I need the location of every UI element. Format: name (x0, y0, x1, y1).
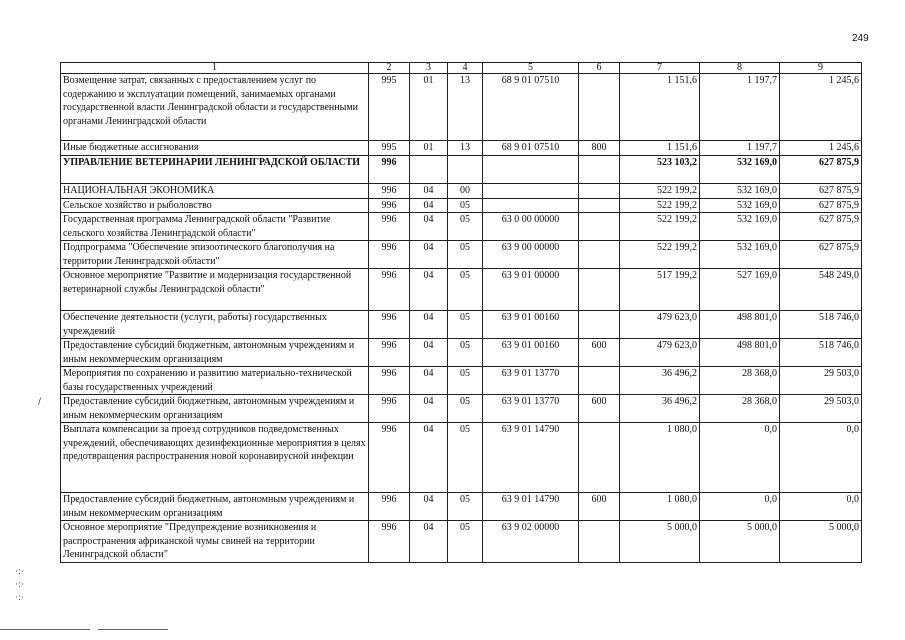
row-name: Иные бюджетные ассигнования (61, 141, 369, 156)
table-row (61, 521, 862, 563)
budget-table (60, 62, 862, 563)
column-header: 4 (448, 63, 483, 74)
column-header: 2 (369, 63, 410, 74)
row-name: Подпрограмма "Обеспечение эпизоотического благополучия на территории Ленинградской области" (61, 241, 369, 269)
amount-col7: 1 080,0 (620, 423, 700, 493)
amount-col9: 1 245,6 (780, 141, 862, 156)
expense-type-code: 600 (579, 493, 620, 521)
table-row (61, 395, 862, 423)
amount-col8: 0,0 (700, 423, 780, 493)
subsection-code: 05 (448, 395, 483, 423)
column-header: 3 (410, 63, 448, 74)
table-row (61, 74, 862, 141)
target-article-code: 63 9 01 00000 (483, 269, 579, 311)
subsection-code: 05 (448, 213, 483, 241)
section-code: 01 (410, 74, 448, 141)
row-name: Возмещение затрат, связанных с предоставлением услуг по содержанию и эксплуатации помещений, занимаемых органами государственной власти Ленинградской области и государственными органами Ленинградской области (61, 74, 369, 141)
table-row (61, 367, 862, 395)
target-article-code: 68 9 01 07510 (483, 74, 579, 141)
amount-col7: 1 151,6 (620, 141, 700, 156)
amount-col9: 548 249,0 (780, 269, 862, 311)
amount-col9: 627 875,9 (780, 183, 862, 198)
amount-col9: 627 875,9 (780, 213, 862, 241)
margin-slash-mark: / (38, 397, 42, 407)
ministry-code: 996 (369, 269, 410, 311)
table-row (61, 423, 862, 493)
amount-col9: 29 503,0 (780, 367, 862, 395)
expense-type-code: 800 (579, 141, 620, 156)
target-article-code: 63 9 01 00160 (483, 339, 579, 367)
expense-type-code: 600 (579, 395, 620, 423)
section-code: 01 (410, 141, 448, 156)
row-name: Государственная программа Ленинградской области "Развитие сельского хозяйства Ленинградской области" (61, 213, 369, 241)
table-row (61, 493, 862, 521)
section-code: 04 (410, 311, 448, 339)
row-name: Предоставление субсидий бюджетным, автономным учреждениям и иным некоммерческим организациям (61, 493, 369, 521)
section-code: 04 (410, 339, 448, 367)
target-article-code: 63 9 02 00000 (483, 521, 579, 563)
amount-col7: 1 151,6 (620, 74, 700, 141)
subsection-code: 05 (448, 198, 483, 213)
amount-col8: 527 169,0 (700, 269, 780, 311)
expense-type-code (579, 213, 620, 241)
target-article-code: 63 9 01 13770 (483, 395, 579, 423)
ministry-code: 996 (369, 493, 410, 521)
row-name: Основное мероприятие "Развитие и модернизация государственной ветеринарной службы Ленинградской области" (61, 269, 369, 311)
table-row (61, 141, 862, 156)
amount-col7: 5 000,0 (620, 521, 700, 563)
column-number-header (61, 63, 862, 74)
amount-col9: 518 746,0 (780, 339, 862, 367)
ministry-code: 996 (369, 423, 410, 493)
amount-col7: 522 199,2 (620, 198, 700, 213)
expense-type-code (579, 74, 620, 141)
ministry-code: 996 (369, 198, 410, 213)
amount-col8: 498 801,0 (700, 339, 780, 367)
ministry-code: 996 (369, 367, 410, 395)
table-row (61, 269, 862, 311)
ministry-code: 995 (369, 74, 410, 141)
amount-col9: 5 000,0 (780, 521, 862, 563)
amount-col7: 523 103,2 (620, 155, 700, 183)
scan-edge-line (0, 629, 90, 630)
section-code: 04 (410, 269, 448, 311)
amount-col8: 0,0 (700, 493, 780, 521)
section-code: 04 (410, 241, 448, 269)
section-code: 04 (410, 183, 448, 198)
expense-type-code (579, 198, 620, 213)
row-name: Сельское хозяйство и рыболовство (61, 198, 369, 213)
row-name: Предоставление субсидий бюджетным, автономным учреждениям и иным некоммерческим организациям (61, 339, 369, 367)
subsection-code (448, 155, 483, 183)
amount-col9: 0,0 (780, 493, 862, 521)
column-header: 9 (780, 63, 862, 74)
target-article-code: 63 9 01 14790 (483, 423, 579, 493)
amount-col8: 28 368,0 (700, 367, 780, 395)
section-code (410, 155, 448, 183)
table-row (61, 311, 862, 339)
amount-col7: 36 496,2 (620, 367, 700, 395)
row-name: Обеспечение деятельности (услуги, работы) государственных учреждений (61, 311, 369, 339)
table-row (61, 241, 862, 269)
expense-type-code (579, 311, 620, 339)
ministry-code: 996 (369, 213, 410, 241)
amount-col7: 1 080,0 (620, 493, 700, 521)
amount-col8: 532 169,0 (700, 155, 780, 183)
amount-col9: 518 746,0 (780, 311, 862, 339)
row-name: Основное мероприятие "Предупреждение возникновения и распространения африканской чумы свиней на территории Ленинградской области" (61, 521, 369, 563)
amount-col9: 1 245,6 (780, 74, 862, 141)
row-name: Мероприятия по сохранению и развитию материально-технической базы государственных учреждений (61, 367, 369, 395)
amount-col8: 1 197,7 (700, 74, 780, 141)
amount-col9: 627 875,9 (780, 241, 862, 269)
amount-col8: 5 000,0 (700, 521, 780, 563)
row-name: Предоставление субсидий бюджетным, автономным учреждениям и иным некоммерческим организациям (61, 395, 369, 423)
target-article-code (483, 183, 579, 198)
amount-col8: 532 169,0 (700, 198, 780, 213)
amount-col8: 532 169,0 (700, 183, 780, 198)
amount-col9: 29 503,0 (780, 395, 862, 423)
target-article-code (483, 198, 579, 213)
expense-type-code (579, 241, 620, 269)
amount-col7: 522 199,2 (620, 183, 700, 198)
expense-type-code (579, 423, 620, 493)
section-code: 04 (410, 367, 448, 395)
section-code: 04 (410, 521, 448, 563)
margin-scan-mark: ·:· (15, 593, 24, 603)
row-name: УПРАВЛЕНИЕ ВЕТЕРИНАРИИ ЛЕНИНГРАДСКОЙ ОБЛАСТИ (61, 155, 369, 183)
column-header: 5 (483, 63, 579, 74)
column-header: 6 (579, 63, 620, 74)
subsection-code: 05 (448, 493, 483, 521)
ministry-code: 996 (369, 521, 410, 563)
subsection-code: 05 (448, 269, 483, 311)
target-article-code: 63 9 01 00160 (483, 311, 579, 339)
expense-type-code (579, 269, 620, 311)
amount-col9: 627 875,9 (780, 198, 862, 213)
amount-col8: 498 801,0 (700, 311, 780, 339)
expense-type-code (579, 367, 620, 395)
table-row (61, 183, 862, 198)
column-header: 8 (700, 63, 780, 74)
subsection-code: 13 (448, 141, 483, 156)
subsection-code: 00 (448, 183, 483, 198)
subsection-code: 13 (448, 74, 483, 141)
amount-col7: 522 199,2 (620, 213, 700, 241)
amount-col9: 0,0 (780, 423, 862, 493)
amount-col7: 36 496,2 (620, 395, 700, 423)
ministry-code: 996 (369, 311, 410, 339)
amount-col7: 517 199,2 (620, 269, 700, 311)
amount-col7: 522 199,2 (620, 241, 700, 269)
ministry-code: 996 (369, 241, 410, 269)
target-article-code: 63 9 01 13770 (483, 367, 579, 395)
section-code: 04 (410, 493, 448, 521)
row-name: НАЦИОНАЛЬНАЯ ЭКОНОМИКА (61, 183, 369, 198)
section-code: 04 (410, 198, 448, 213)
amount-col8: 532 169,0 (700, 241, 780, 269)
ministry-code: 996 (369, 183, 410, 198)
ministry-code: 996 (369, 155, 410, 183)
amount-col8: 532 169,0 (700, 213, 780, 241)
table-row (61, 213, 862, 241)
margin-scan-mark: ·:· (15, 567, 24, 577)
column-header: 7 (620, 63, 700, 74)
margin-scan-mark: ·:· (15, 580, 24, 590)
expense-type-code: 600 (579, 339, 620, 367)
subsection-code: 05 (448, 367, 483, 395)
subsection-code: 05 (448, 521, 483, 563)
target-article-code: 63 9 00 00000 (483, 241, 579, 269)
table-row (61, 155, 862, 183)
ministry-code: 995 (369, 141, 410, 156)
subsection-code: 05 (448, 339, 483, 367)
amount-col7: 479 623,0 (620, 311, 700, 339)
subsection-code: 05 (448, 423, 483, 493)
table-row (61, 339, 862, 367)
amount-col8: 28 368,0 (700, 395, 780, 423)
row-name: Выплата компенсации за проезд сотрудников подведомственных учреждений, обеспечивающих дезинфекционные мероприятия в целях предотвращения распространения новой коронавирусной инфекции (61, 423, 369, 493)
section-code: 04 (410, 395, 448, 423)
target-article-code (483, 155, 579, 183)
expense-type-code (579, 155, 620, 183)
section-code: 04 (410, 423, 448, 493)
subsection-code: 05 (448, 241, 483, 269)
column-header: 1 (61, 63, 369, 74)
expense-type-code (579, 521, 620, 563)
target-article-code: 63 9 01 14790 (483, 493, 579, 521)
ministry-code: 996 (369, 395, 410, 423)
page-number: 249 (852, 33, 869, 44)
amount-col8: 1 197,7 (700, 141, 780, 156)
expense-type-code (579, 183, 620, 198)
target-article-code: 63 0 00 00000 (483, 213, 579, 241)
section-code: 04 (410, 213, 448, 241)
amount-col9: 627 875,9 (780, 155, 862, 183)
ministry-code: 996 (369, 339, 410, 367)
table-row (61, 198, 862, 213)
scan-edge-line (98, 629, 168, 630)
subsection-code: 05 (448, 311, 483, 339)
target-article-code: 68 9 01 07510 (483, 141, 579, 156)
amount-col7: 479 623,0 (620, 339, 700, 367)
